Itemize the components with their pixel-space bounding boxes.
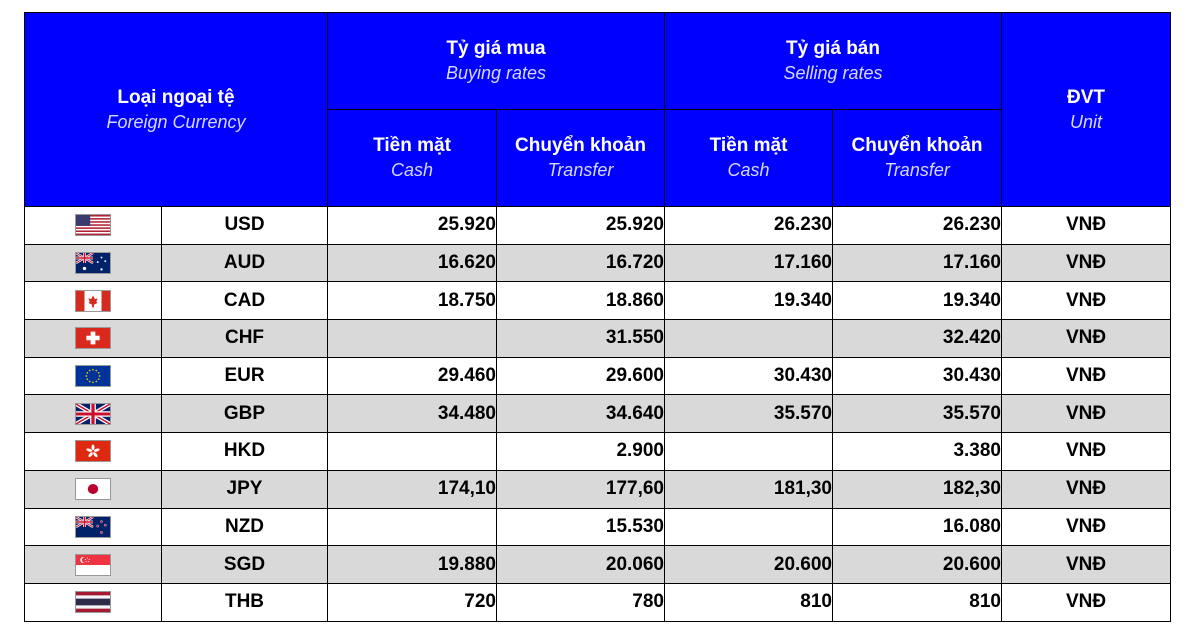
sell-cash-value: 35.570 xyxy=(665,395,833,433)
sg-flag-icon xyxy=(75,554,111,576)
unit-value: VNĐ xyxy=(1002,546,1171,584)
sell-cash-value: 810 xyxy=(665,583,833,621)
currency-code: GBP xyxy=(162,395,328,433)
table-row xyxy=(25,508,1171,546)
buy-transfer-value: 15.530 xyxy=(497,508,665,546)
unit-value: VNĐ xyxy=(1002,207,1171,245)
header-sell-vi: Tỷ giá bán xyxy=(786,38,880,59)
unit-value: VNĐ xyxy=(1002,470,1171,508)
table-row xyxy=(25,244,1171,282)
buy-transfer-value: 25.920 xyxy=(497,207,665,245)
header-transfer-vi: Chuyển khoản xyxy=(515,135,646,156)
header-transfer-en: Transfer xyxy=(547,160,614,180)
unit-value: VNĐ xyxy=(1002,395,1171,433)
buy-transfer-value: 18.860 xyxy=(497,282,665,320)
header-buying-rates xyxy=(328,13,665,110)
currency-code: NZD xyxy=(162,508,328,546)
buy-cash-value: 18.750 xyxy=(328,282,497,320)
buy-transfer-value: 31.550 xyxy=(497,320,665,358)
buy-cash-value: 16.620 xyxy=(328,244,497,282)
table-row xyxy=(25,395,1171,433)
sell-cash-value: 181,30 xyxy=(665,470,833,508)
header-buy-en: Buying rates xyxy=(445,63,547,83)
buy-cash-value: 29.460 xyxy=(328,357,497,395)
currency-code: SGD xyxy=(162,546,328,584)
exchange-rate-table xyxy=(24,12,1171,622)
unit-value: VNĐ xyxy=(1002,244,1171,282)
header-buy-cash xyxy=(328,110,497,207)
currency-code: USD xyxy=(162,207,328,245)
unit-value: VNĐ xyxy=(1002,433,1171,471)
header-cash-vi: Tiền mặt xyxy=(709,135,788,156)
header-cash-vi: Tiền mặt xyxy=(373,135,451,156)
gb-flag-icon xyxy=(75,403,111,425)
sell-cash-value xyxy=(665,508,833,546)
sell-cash-value: 26.230 xyxy=(665,207,833,245)
au-flag-icon xyxy=(75,252,111,274)
buy-transfer-value: 29.600 xyxy=(497,357,665,395)
sell-transfer-value: 16.080 xyxy=(833,508,1002,546)
unit-value: VNĐ xyxy=(1002,282,1171,320)
buy-cash-value xyxy=(328,433,497,471)
sell-transfer-value: 3.380 xyxy=(833,433,1002,471)
sell-cash-value: 20.600 xyxy=(665,546,833,584)
sell-transfer-value: 19.340 xyxy=(833,282,1002,320)
buy-cash-value: 19.880 xyxy=(328,546,497,584)
unit-value: VNĐ xyxy=(1002,508,1171,546)
currency-code: EUR xyxy=(162,357,328,395)
buy-transfer-value: 177,60 xyxy=(497,470,665,508)
header-selling-rates xyxy=(665,13,1002,110)
table-row xyxy=(25,320,1171,358)
buy-cash-value xyxy=(328,320,497,358)
sell-transfer-value: 20.600 xyxy=(833,546,1002,584)
buy-transfer-value: 780 xyxy=(497,583,665,621)
header-sell-transfer xyxy=(833,110,1002,207)
header-currency-vi: Loại ngoại tệ xyxy=(117,86,235,108)
currency-code: JPY xyxy=(162,470,328,508)
exchange-rate-board xyxy=(24,12,1171,622)
header-currency-en: Foreign Currency xyxy=(106,111,246,132)
sell-cash-value: 17.160 xyxy=(665,244,833,282)
table-row xyxy=(25,470,1171,508)
table-row xyxy=(25,546,1171,584)
sell-cash-value: 19.340 xyxy=(665,282,833,320)
currency-code: HKD xyxy=(162,433,328,471)
unit-value: VNĐ xyxy=(1002,583,1171,621)
header-buy-transfer xyxy=(497,110,665,207)
sell-transfer-value: 17.160 xyxy=(833,244,1002,282)
currency-code: THB xyxy=(162,583,328,621)
header-transfer-vi: Chuyển khoản xyxy=(851,135,983,156)
currency-code: CAD xyxy=(162,282,328,320)
sell-transfer-value: 26.230 xyxy=(833,207,1002,245)
eu-flag-icon xyxy=(75,365,111,387)
sell-cash-value: 30.430 xyxy=(665,357,833,395)
table-row xyxy=(25,433,1171,471)
buy-cash-value: 174,10 xyxy=(328,470,497,508)
unit-value: VNĐ xyxy=(1002,320,1171,358)
currency-code: AUD xyxy=(162,244,328,282)
buy-cash-value: 720 xyxy=(328,583,497,621)
table-row xyxy=(25,207,1171,245)
header-currency xyxy=(25,13,328,207)
buy-transfer-value: 20.060 xyxy=(497,546,665,584)
currency-code: CHF xyxy=(162,320,328,358)
buy-cash-value: 34.480 xyxy=(328,395,497,433)
unit-value: VNĐ xyxy=(1002,357,1171,395)
nz-flag-icon xyxy=(75,516,111,538)
us-flag-icon xyxy=(75,214,111,236)
header-unit-en: Unit xyxy=(1069,111,1102,132)
table-row xyxy=(25,583,1171,621)
hk-flag-icon xyxy=(75,440,111,462)
th-flag-icon xyxy=(75,591,111,613)
header-sell-en: Selling rates xyxy=(783,63,883,83)
buy-transfer-value: 34.640 xyxy=(497,395,665,433)
header-unit-vi: ĐVT xyxy=(1067,86,1105,108)
sell-transfer-value: 32.420 xyxy=(833,320,1002,358)
header-buy-vi: Tỷ giá mua xyxy=(446,38,546,59)
buy-transfer-value: 2.900 xyxy=(497,433,665,471)
sell-cash-value xyxy=(665,433,833,471)
buy-transfer-value: 16.720 xyxy=(497,244,665,282)
header-transfer-en: Transfer xyxy=(884,160,950,180)
table-row xyxy=(25,282,1171,320)
ca-flag-icon xyxy=(75,290,111,312)
jp-flag-icon xyxy=(75,478,111,500)
table-row xyxy=(25,357,1171,395)
sell-transfer-value: 182,30 xyxy=(833,470,1002,508)
buy-cash-value xyxy=(328,508,497,546)
header-cash-en: Cash xyxy=(390,160,434,180)
buy-cash-value: 25.920 xyxy=(328,207,497,245)
header-cash-en: Cash xyxy=(727,160,770,180)
header-sell-cash xyxy=(665,110,833,207)
sell-cash-value xyxy=(665,320,833,358)
sell-transfer-value: 810 xyxy=(833,583,1002,621)
sell-transfer-value: 35.570 xyxy=(833,395,1002,433)
header-unit xyxy=(1002,13,1171,207)
ch-flag-icon xyxy=(75,327,111,349)
sell-transfer-value: 30.430 xyxy=(833,357,1002,395)
